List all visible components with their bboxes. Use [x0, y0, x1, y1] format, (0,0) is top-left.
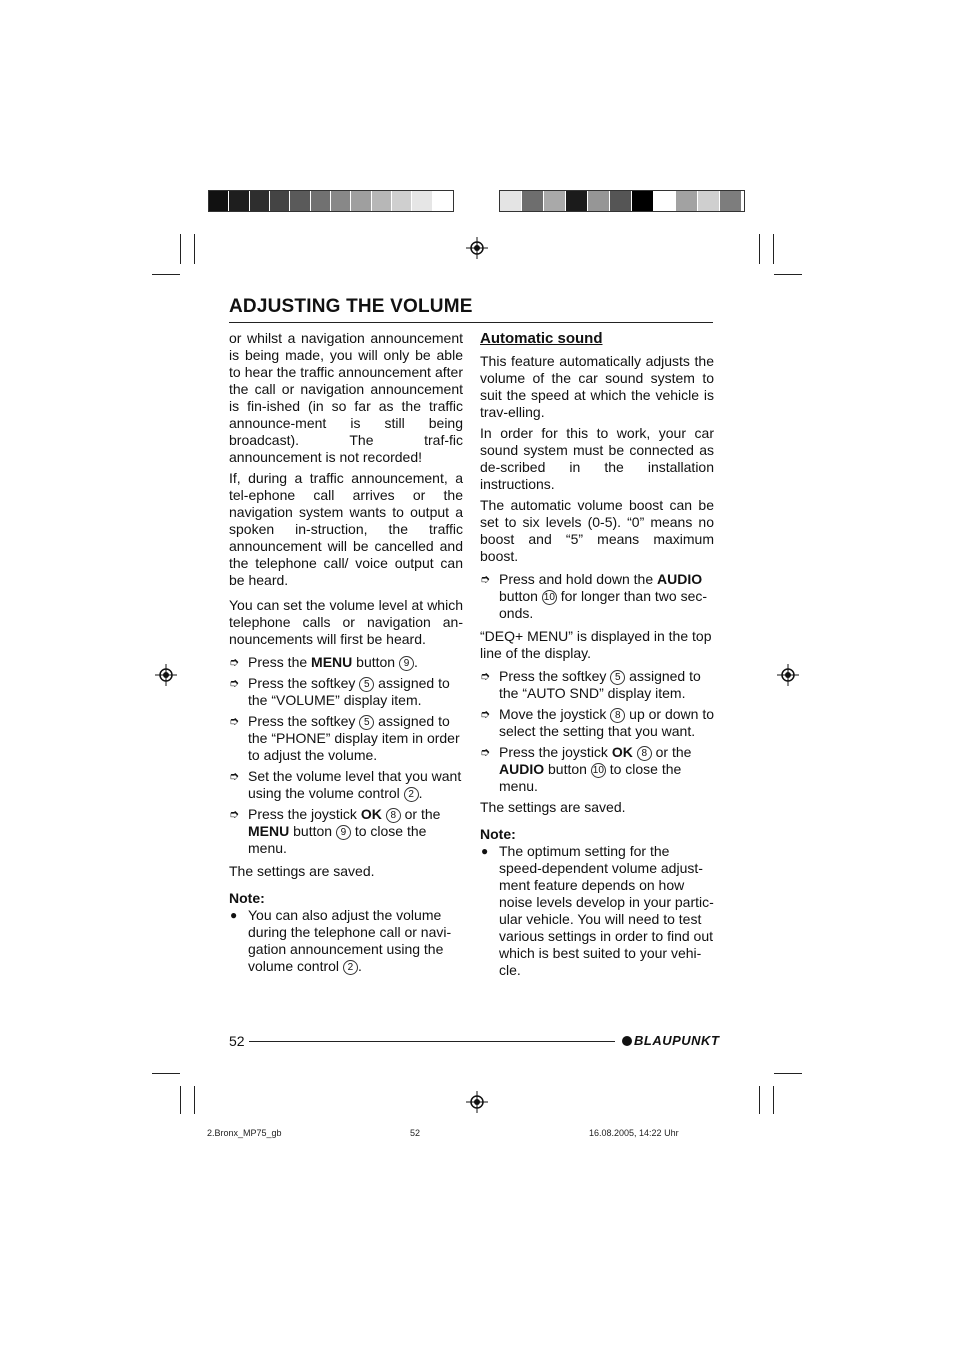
instruction-step: ➮ Press the MENU button 9 .: [229, 654, 418, 670]
paragraph: The automatic volume boost can be set to six levels (0-5). “0” means no boost and “5” means maximum boost.: [480, 497, 714, 564]
paragraph: “DEQ+ MENU” is displayed in the top line of the display.: [480, 628, 712, 661]
color-swatch: [610, 191, 632, 211]
callout-number: 10: [592, 764, 604, 776]
color-swatch: [311, 191, 331, 211]
color-swatch: [698, 191, 720, 211]
color-swatch: [588, 191, 610, 211]
callout-number: 10: [543, 591, 555, 603]
paragraph: In order for this to work, your car sound system must be connected as de-scribed in the installation instructions.: [480, 425, 714, 492]
step-arrow-icon: ➮: [480, 669, 491, 683]
page-number: 52: [229, 1033, 245, 1049]
color-swatch: [522, 191, 544, 211]
color-bar-left: [208, 190, 454, 212]
note-item: ● The optimum setting for the speed-dependent volume adjust-ment feature depends on how noise levels develop in your partic-ular vehicle. You will need to test various settings in order to find out which is best suited to your vehi-cle.: [481, 843, 714, 978]
slug-filename: 2.Bronx_MP75_gb: [207, 1128, 282, 1138]
color-swatch: [544, 191, 566, 211]
callout-number: 9: [336, 825, 351, 840]
callout-number: 2: [404, 787, 419, 802]
instruction-step: ➮ Set the volume level that you want using the volume control 2 .: [229, 768, 462, 801]
brand-dot-icon: [622, 1036, 632, 1046]
registration-mark-left-icon: [155, 664, 177, 686]
step-arrow-icon: ➮: [229, 769, 240, 783]
callout-number: 5: [359, 677, 374, 692]
bullet-icon: ●: [230, 908, 238, 922]
step-arrow-icon: ➮: [229, 714, 240, 728]
color-swatch: [229, 191, 249, 211]
color-swatch: [331, 191, 351, 211]
color-swatch: [372, 191, 392, 211]
callout-number: 8: [610, 708, 625, 723]
saved-text: The settings are saved.: [480, 799, 626, 815]
callout-number: 8: [637, 746, 652, 761]
paragraph: This feature automatically adjusts the volume of the car sound system to suit the speed at which the vehicle is trav-elling.: [480, 353, 714, 420]
note-label: Note:: [229, 890, 265, 906]
step-arrow-icon: ➮: [480, 745, 491, 759]
color-bar-right: [499, 190, 745, 212]
color-swatch: [676, 191, 698, 211]
title-rule: [229, 322, 713, 323]
color-swatch: [351, 191, 371, 211]
registration-mark-top-icon: [466, 237, 488, 259]
step-arrow-icon: ➮: [229, 807, 240, 821]
footer-rule: [249, 1041, 615, 1042]
color-swatch: [250, 191, 270, 211]
callout-number: 9: [399, 656, 414, 671]
step-arrow-icon: ➮: [229, 676, 240, 690]
instruction-step: ➮ Press the softkey 5 assigned to the “VOLUME” display item.: [229, 675, 450, 708]
instruction-step: ➮ Press the joystick OK 8 or the AUDIO button 10 to close the menu.: [480, 744, 692, 794]
instruction-step: ➮ Press the softkey 5 assigned to the “PHONE” display item in order to adjust the volume.: [229, 713, 460, 763]
callout-number: 5: [359, 715, 374, 730]
color-swatch: [720, 191, 742, 211]
color-swatch: [412, 191, 432, 211]
saved-text: The settings are saved.: [229, 863, 375, 879]
slug-date: 16.08.2005, 14:22 Uhr: [589, 1128, 679, 1138]
left-column: [229, 330, 463, 975]
color-swatch: [209, 191, 229, 211]
instruction-step: ➮ Press and hold down the AUDIO button 10 for longer than two sec-onds.: [480, 571, 708, 621]
callout-number: 8: [386, 808, 401, 823]
page-title: ADJUSTING THE VOLUME: [229, 296, 473, 317]
right-column: [480, 330, 714, 979]
bullet-icon: ●: [481, 844, 489, 858]
slug-page: 52: [410, 1128, 421, 1138]
color-swatch: [290, 191, 310, 211]
color-swatch: [654, 191, 676, 211]
instruction-step: ➮ Move the joystick 8 up or down to select the setting that you want.: [480, 706, 714, 739]
callout-number: 2: [343, 960, 358, 975]
registration-mark-bottom-icon: [466, 1091, 488, 1113]
color-swatch: [566, 191, 588, 211]
color-swatch: [392, 191, 412, 211]
color-swatch: [433, 191, 453, 211]
callout-number: 5: [610, 670, 625, 685]
note-item: ● You can also adjust the volume during the telephone call or navi-gation announcement using the volume control 2 .: [230, 907, 452, 974]
section-subtitle: Automatic sound: [480, 330, 603, 347]
instruction-step: ➮ Press the softkey 5 assigned to the “AUTO SND” display item.: [480, 668, 701, 701]
color-swatch: [270, 191, 290, 211]
note-label: Note:: [480, 826, 516, 842]
color-swatch: [632, 191, 654, 211]
registration-mark-right-icon: [777, 664, 799, 686]
step-arrow-icon: ➮: [480, 707, 491, 721]
color-swatch: [500, 191, 522, 211]
paragraph: If, during a traffic announcement, a tel-ephone call arrives or the navigation system wants to output a spoken in-struction, the traffic announcement will be cancelled and the telephone call/ voice output can be heard.: [229, 470, 463, 588]
step-arrow-icon: ➮: [480, 572, 491, 586]
brand-logo: BLAUPUNKT: [622, 1033, 719, 1048]
paragraph: You can set the volume level at which telephone calls or navigation an-nouncements will first be heard.: [229, 597, 463, 647]
step-arrow-icon: ➮: [229, 655, 240, 669]
paragraph: or whilst a navigation announcement is being made, you will only be able to hear the traffic announcement after the call or navigation announcement is fin-ished (in so far as the traffic announce-ment is still being broadcast). The traf-fic announcement is not recorded!: [229, 330, 463, 465]
instruction-step: ➮ Press the joystick OK 8 or the MENU button 9 to close the menu.: [229, 806, 441, 856]
